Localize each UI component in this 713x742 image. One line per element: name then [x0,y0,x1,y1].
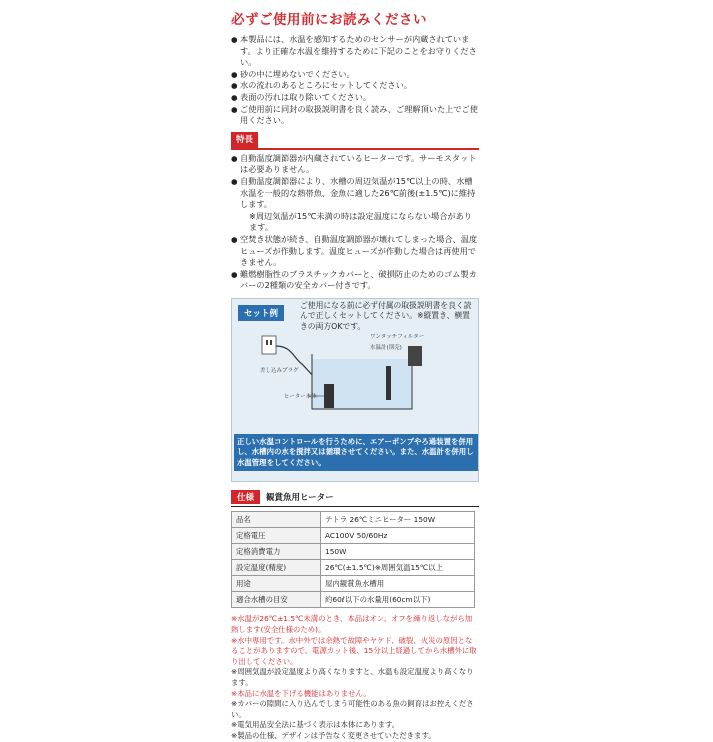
intro-item: ● ご使用前に同封の取扱説明書を良く読み、ご理解頂いた上でご使用ください。 [231,104,479,127]
spec-key: 設定温度(精度) [232,560,321,576]
features-divider [231,148,479,150]
feature-item [231,176,479,234]
spec-key: 適合水槽の目安 [232,592,321,608]
note-item: ※本品に水温を下げる機能はありません。 [231,688,371,698]
spec-key: 定格電圧 [232,528,321,544]
note-item: ※周囲気温が設定温度より高くなりますと、水温も設定温度より高くなります。 [231,667,474,687]
features-heading: 特長 [231,132,258,148]
table-row [232,512,475,528]
spec-title: 観賞魚用ヒーター [266,492,334,503]
note-item: ※電気用品安全法に基づく表示は本体にあります。 [231,720,400,730]
spec-value: 約60ℓ以下の水量用(60cm以下) [321,592,475,608]
intro-item: ● 水の流れのあるところにセットしてください。 [231,80,479,92]
heater-icon [324,384,334,408]
intro-item: ● 本製品には、水温を感知するためのセンサーが内蔵されています。より正確な水温を維持するために下記のことをお守りください。 [231,34,479,69]
outlet-slot-icon [266,340,268,345]
spec-table [231,511,475,608]
spec-key: 用途 [232,576,321,592]
setup-advice: 正しい水温コントロールを行うために、エアーポンプやろ過装置を併用し、水槽内の水を撹拌又は循環させてください。また、水温計を併用し水温管理をしてください。 [234,434,478,471]
feature-item: ● 難燃樹脂性のプラスチックカバーと、破損防止のためのゴム製カバーの2種類の安全カバー付きです。 [231,269,479,292]
intro-item: ● 砂の中に埋めないでください。 [231,69,479,81]
heater-label: ヒーター本体 [284,393,317,400]
intro-list [231,34,479,127]
features-list [231,153,479,292]
notes-section [231,614,479,741]
note-item: ※水中専用です。水中外では余熱で故障やヤケド、破裂、火災の原因となることがありますので、電源カット後、15分以上経過してから水槽外に取り出してください。 [231,635,477,666]
spec-value: 26℃(±1.5℃)※周囲気温15℃以上 [321,560,475,576]
spec-key: 品名 [232,512,321,528]
setup-heading: セット例 [238,305,284,321]
note-item: ※水温が26℃±1.5℃未満のとき、本品はオン、オフを繰り返しながら加熱します(安全仕様のため)。 [231,614,473,634]
thermometer-icon [386,366,391,400]
feature-item: ● 空焚き状態が続き、自動温度調節器が壊れてしまった場合、温度ヒューズが作動します。温度ヒューズが作動した場合は再使用できません。 [231,234,479,269]
spec-value: テトラ 26℃ミニヒーター 150W [321,512,475,528]
table-row [232,544,475,560]
filter-label: ワンタッチフィルター [370,333,425,340]
filter-icon [408,346,422,366]
feature-text: 自動温度調節器により、水槽の周辺気温が15℃以上の時、水槽水温を一般的な熱帯魚、金魚に適した26℃前後(±1.5℃)に維持します。 [240,175,476,210]
product-info-panel [231,8,479,740]
table-row [232,592,475,608]
page-title: 必ずご使用前にお読みください [231,12,427,28]
wall-outlet [262,336,276,354]
thermometer-label: 水温計(別売) [370,344,402,351]
table-row [232,576,475,592]
spec-divider [231,506,479,508]
feature-note: ※周辺気温が15℃未満の時は設定温度にならない場合があります。 [249,210,472,233]
spec-value: AC100V 50/60Hz [321,528,475,544]
spec-value: 屋内観賞魚水槽用 [321,576,475,592]
outlet-slot-icon [270,340,272,345]
setup-example-box [231,298,479,482]
plug-label: 差し込みプラグ [260,367,299,374]
intro-item: ● 表面の汚れは取り除いてください。 [231,92,479,104]
table-row [232,528,475,544]
setup-note: ご使用になる前に必ず付属の取扱説明書を良く読んで正しくセットしてください。※縦置き、横置きの両方OKです。 [300,300,472,331]
note-item: ※カバーの隙間に入り込んでしまう可能性のある魚の飼育はお控えください。 [231,699,474,719]
spec-value: 150W [321,544,475,560]
spec-header [231,490,479,504]
table-row [232,560,475,576]
spec-heading: 仕様 [231,490,260,504]
note-item: ※製品の仕様、デザインは予告なく変更させていただきます。 [231,730,436,740]
aquarium-diagram [232,334,478,434]
feature-item: ● 自動温度調節器が内蔵されているヒーターです。サーモスタットは必要ありません。 [231,153,479,176]
spec-key: 定格消費電力 [232,544,321,560]
